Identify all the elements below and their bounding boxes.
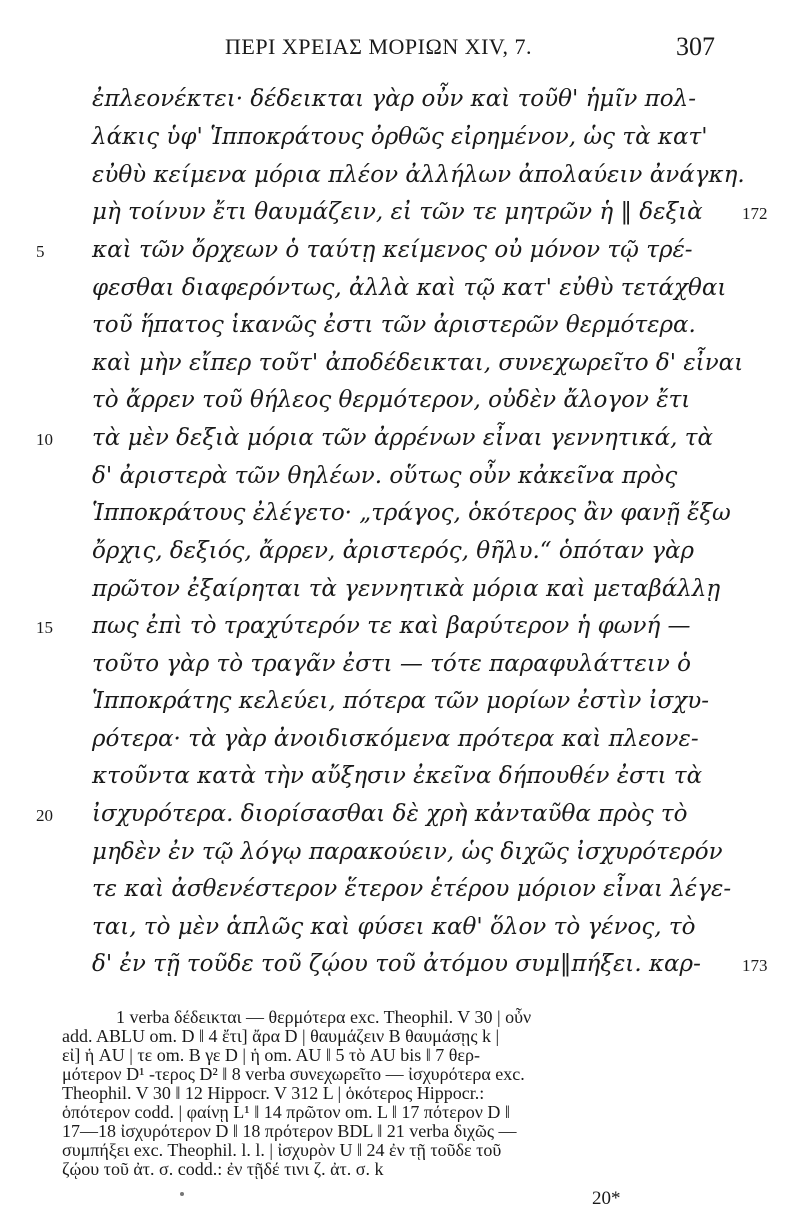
line-number: 10	[36, 430, 53, 449]
text-line: ἰσχυρότερα. διορίσασθαι δὲ χρὴ κἀνταῦθα πρὸς τὸ	[92, 801, 688, 827]
line-number: 15	[36, 618, 53, 637]
text-line: ται, τὸ μὲν ἁπλῶς καὶ φύσει καθ' ὅλον τὸ γένος, τὸ	[92, 914, 696, 940]
gathering-signature: 20*	[592, 1188, 621, 1209]
text-line: δ' ἐν τῇ τοῦδε τοῦ ζῴου τοῦ ἀτόμου συμ‖πήξει. καρ-	[92, 951, 701, 977]
text-line: μηδὲν ἐν τῷ λόγῳ παρακούειν, ὡς διχῶς ἰσχυρότερόν	[92, 839, 723, 865]
text-line: καὶ μὴν εἴπερ τοῦτ' ἀποδέδεικται, συνεχωρεῖτο δ' εἶναι	[92, 350, 744, 376]
text-line: ρότερα· τὰ γὰρ ἀνοιδισκόμενα πρότερα καὶ πλεονε-	[92, 726, 699, 752]
text-line: κτοῦντα κατὰ τὴν αὔξησιν ἐκεῖνα δήπουθέν ἐστι τὰ	[92, 763, 703, 789]
text-line: φεσθαι διαφερόντως, ἀλλὰ καὶ τῷ κατ' εὐθὺ τετάχθαι	[92, 275, 727, 301]
text-line: ἐπλεονέκτει· δέδεικται γὰρ οὖν καὶ τοῦθ' ἡμῖν πολ-	[92, 86, 696, 112]
text-line: λάκις ὑφ' Ἱπποκράτους ὀρθῶς εἰρημένον, ὡς τὰ κατ'	[92, 124, 708, 150]
text-line: τὰ μὲν δεξιὰ μόρια τῶν ἀρρένων εἶναι γεννητικά, τὰ	[92, 425, 714, 451]
apparatus-line: μότερον D¹ -τερος D² ‖ 8 verba συνεχωρεῖτο — ἰσχυρότερα exc.	[62, 1064, 525, 1084]
text-line: πως ἐπὶ τὸ τραχύτερόν τε καὶ βαρύτερον ἡ φωνή —	[92, 613, 691, 639]
running-head: ΠΕΡΙ ΧΡΕΙΑΣ ΜΟΡΙΩΝ XIV, 7.	[225, 34, 532, 59]
apparatus-line: εἰ] ἡ AU | τε om. B γε D | ἡ om. AU ‖ 5 τὸ AU bis ‖ 7 θερ-	[62, 1045, 480, 1065]
text-line: μὴ τοίνυν ἔτι θαυμάζειν, εἰ τῶν τε μητρῶν ἡ ‖ δεξιὰ	[92, 199, 703, 225]
apparatus-line: add. ABLU om. D ‖ 4 ἔτι] ἄρα D | θαυμάζειν B θαυμάσῃς k |	[62, 1026, 500, 1046]
apparatus-line: 1 verba δέδεικται — θερμότερα exc. Theophil. V 30 | οὖν	[116, 1007, 532, 1027]
printer-mark	[180, 1192, 184, 1196]
text-line: ὄρχις, δεξιός, ἄρρεν, ἀριστερός, θῆλυ.“ ὁπόταν γὰρ	[92, 538, 695, 564]
apparatus-line: ὁπότερον codd. | φαίνῃ L¹ ‖ 14 πρῶτον om. L ‖ 17 πότερον D ‖	[62, 1102, 510, 1122]
text-line: Ἱπποκράτης κελεύει, πότερα τῶν μορίων ἐστὶν ἰσχυ-	[92, 688, 710, 714]
margin-page-ref: 173	[742, 956, 768, 975]
text-line: τοῦ ἥπατος ἱκανῶς ἐστι τῶν ἀριστερῶν θερμότερα.	[92, 312, 696, 338]
text-line: πρῶτον ἐξαίρηται τὰ γεννητικὰ μόρια καὶ μεταβάλλῃ	[92, 576, 721, 602]
apparatus-line: 17—18 ἰσχυρότερον D ‖ 18 πρότερον BDL ‖ 21 verba διχῶς —	[62, 1121, 517, 1141]
apparatus-line: Theophil. V 30 ‖ 12 Hippocr. V 312 L | ὁκότερος Hippocr.:	[62, 1083, 485, 1103]
apparatus-line: συμπήξει exc. Theophil. l. l. | ἰσχυρὸν U ‖ 24 ἐν τῇ τοῦδε τοῦ	[62, 1140, 502, 1160]
text-line: καὶ τῶν ὄρχεων ὁ ταύτῃ κείμενος οὐ μόνον τῷ τρέ-	[92, 237, 693, 263]
text-line: τὸ ἄρρεν τοῦ θήλεος θερμότερον, οὐδὲν ἄλογον ἔτι	[92, 387, 691, 413]
page-number: 307	[676, 32, 715, 61]
margin-page-ref: 172	[742, 204, 768, 223]
apparatus-line: ζῴου τοῦ ἀτ. σ. codd.: ἐν τῇδέ τινι ζ. ἀτ. σ. k	[62, 1159, 384, 1179]
text-line: Ἱπποκράτους ἐλέγετο· „τράγος, ὁκότερος ἂν φανῇ ἔξω	[92, 500, 731, 526]
line-number: 5	[36, 242, 45, 261]
text-line: εὐθὺ κείμενα μόρια πλέον ἀλλήλων ἀπολαύειν ἀνάγκη.	[92, 162, 745, 188]
line-number: 20	[36, 806, 53, 825]
text-line: τε καὶ ἀσθενέστερον ἕτερον ἑτέρου μόριον εἶναι λέγε-	[92, 876, 732, 902]
text-line: δ' ἀριστερὰ τῶν θηλέων. οὕτως οὖν κἀκεῖνα πρὸς	[92, 463, 678, 489]
text-line: τοῦτο γὰρ τὸ τραγᾶν ἐστι — τότε παραφυλάττειν ὁ	[92, 651, 691, 677]
